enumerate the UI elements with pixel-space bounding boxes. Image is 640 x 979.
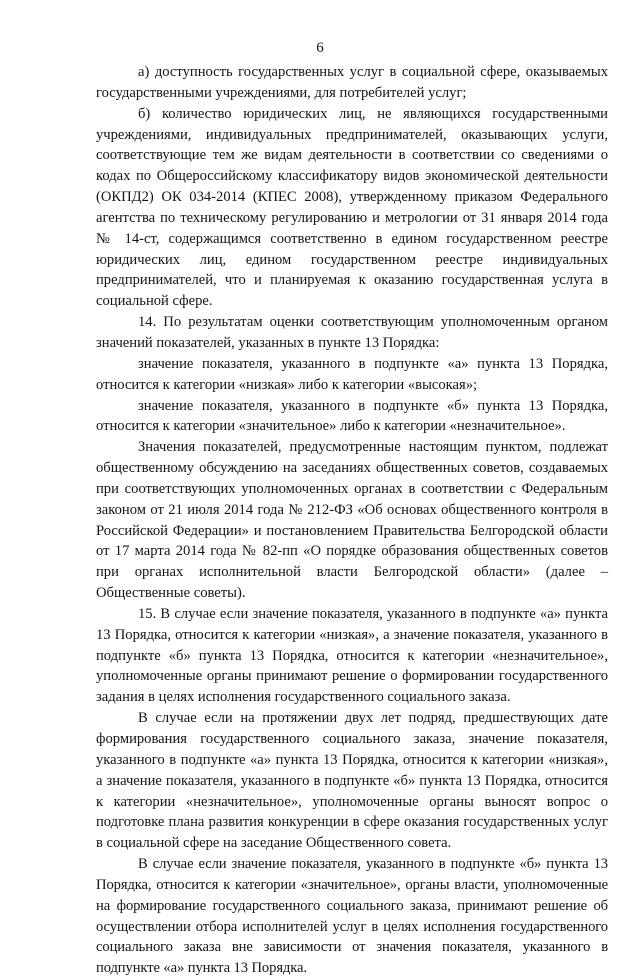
paragraph-14-value-a: значение показателя, указанного в подпункте «а» пункта 13 Порядка, относится к категории «низкая» либо к категории «высокая»; <box>96 355 608 393</box>
paragraph-15-two-years: В случае если на протяжении двух лет подряд, предшествующих дате формирования государственного социального заказа, значение показателя, указанного в подпункте «а» пункта 13 Порядка, относится к категории «низкая», а значение показателя, указанного в подпункте «б» пункта 13 Порядка, относится к категории «незначительное», уполномоченные органы выносят вопрос о подготовке плана развития конкуренции в сфере оказания государственных услуг в социальной сфере на заседание Общественного совета. <box>96 710 608 852</box>
paragraph-15: 15. В случае если значение показателя, указанного в подпункте «а» пункта 13 Порядка, относится к категории «низкая», а значение показателя, указанного в подпункте «б» пункта 13 Порядка, относится к категории «незначительное», уполномоченные органы принимают решение о формировании государственного задания в целях исполнения государственного социального заказа. <box>96 605 608 706</box>
paragraph-13b: б) количество юридических лиц, не являющихся государственными учреждениями, индивидуальных предпринимателей, оказывающих услуги, соответствующие тем же видам деятельности в соответствии со сведениями о кодах по Общероссийскому классификатору видов экономической деятельности (ОКПД2) ОК 034-2014 (КПЕС 2008), утвержденному приказом Федерального агентства по техническому регулированию и метрологии от 31 января 2014 года № 14-ст, содержащимся соответственно в едином государственном реестре юридических лиц, едином государственном реестре индивидуальных предпринимателей, что и планируемая к оказанию государственная услуга в социальной сфере. <box>96 105 608 310</box>
paragraph-14-public-discussion: Значения показателей, предусмотренные настоящим пунктом, подлежат общественному обсуждению на заседаниях общественных советов, создаваемых при соответствующих уполномоченных органах в соответствии с Федеральным законом от 21 июля 2014 года № 212-ФЗ «Об основах общественного контроля в Российской Федерации» и постановлением Правительства Белгородской области от 17 марта 2014 года № 82-пп «О порядке образования общественных советов при органах исполнительной власти Белгородской области» (далее – Общественные советы). <box>96 439 608 602</box>
paragraph-13a: а) доступность государственных услуг в социальной сфере, оказываемых государственными учреждениями, для потребителей услуг; <box>96 64 608 101</box>
document-body <box>96 62 608 979</box>
page-number: 6 <box>316 40 324 56</box>
paragraph-14: 14. По результатам оценки соответствующим уполномоченным органом значений показателей, указанных в пункте 13 Порядка: <box>96 314 608 351</box>
paragraph-14-value-b: значение показателя, указанного в подпункте «б» пункта 13 Порядка, относится к категории «значительное» либо к категории «незначительное». <box>96 397 608 435</box>
paragraph-15-significant: В случае если значение показателя, указанного в подпункте «б» пункта 13 Порядка, относится к категории «значительное», органы власти, уполномоченные на формирование государственного социального заказа, принимают решение об осуществлении отбора исполнителей услуг в целях исполнения государственного социального заказа вне зависимости от значения показателя, указанного в подпункте «а» пункта 13 Порядка. <box>96 856 608 977</box>
